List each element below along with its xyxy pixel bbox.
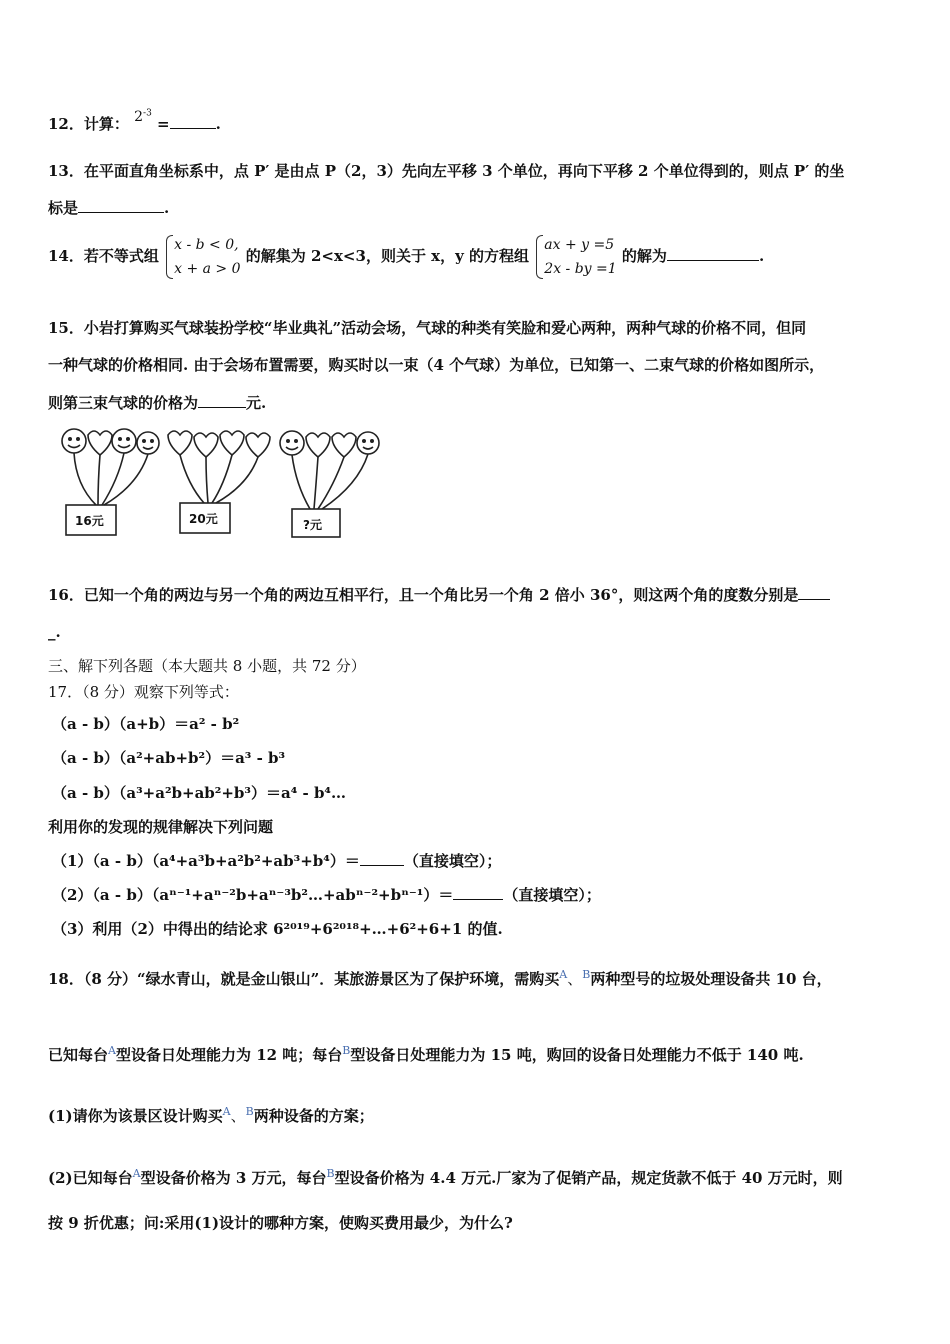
q17-prompt: 利用你的发现的规律解决下列问题 (48, 818, 274, 836)
q17-part2 (52, 885, 601, 905)
q16-answer-blank[interactable] (798, 585, 830, 600)
q17-part1-text: （1）（a - b）（a⁴+a³b+a²b²+ab³+b⁴）＝ (52, 852, 360, 870)
q13-line2-text: 标是 (48, 199, 79, 217)
q12-exponent: -3 (143, 108, 152, 119)
q13-answer-blank[interactable] (78, 198, 164, 213)
q16-line2: _. (48, 623, 61, 641)
q17-part2-text: （2）（a - b）（aⁿ⁻¹+aⁿ⁻²b+aⁿ⁻³b²…+abⁿ⁻²+bⁿ⁻¹）＝ (52, 886, 454, 904)
q18-line1 (48, 965, 832, 989)
q16-line1-text: 16．已知一个角的两边与另一个角的两边互相平行，且一个角比另一个角 2 倍小 36°，则这两个角的度数分别是 (48, 586, 799, 604)
q18-line5: 按 9 折优惠；问:采用(1)设计的哪种方案，使购买费用最少，为什么? (48, 1214, 513, 1232)
q17-part1 (52, 851, 501, 871)
q12-expr (134, 109, 152, 125)
q18-line4a: (2)已知每台 (48, 1169, 133, 1187)
q18-line4-label-a: A (132, 1167, 141, 1180)
q15-answer-blank[interactable] (198, 393, 246, 408)
q12-end: . (215, 115, 221, 133)
question-14 (48, 233, 764, 281)
q17-eq-a: （a - b）（a+b）＝a² - b² (52, 715, 240, 733)
balloon-bunch-2 (168, 431, 270, 533)
q18-line2 (48, 1041, 804, 1065)
price-label-2: 20元 (189, 512, 218, 526)
q13-end: . (164, 199, 170, 217)
q18-line3-sep: 、 (230, 1107, 246, 1125)
section-3-heading: 三、解下列各题（本大题共 8 小题，共 72 分） (48, 657, 366, 675)
q18-label-b: B (582, 968, 591, 981)
q15-end: 元. (246, 394, 267, 412)
q12-text: 12．计算： (48, 115, 129, 133)
price-label-3: ?元 (303, 518, 322, 532)
q18-line2a: 已知每台 (48, 1046, 109, 1064)
question-12 (48, 108, 221, 135)
q15-line1: 15．小岩打算购买气球装扮学校“毕业典礼”活动会场，气球的种类有笑脸和爱心两种，两种气球的价格不同，但同 (48, 319, 807, 337)
q18-line3a: (1)请你为该景区设计购买 (48, 1107, 223, 1125)
q18-line3-label-a: A (222, 1105, 231, 1118)
q15-line3-text: 则第三束气球的价格为 (48, 394, 199, 412)
q12-answer-blank[interactable] (170, 114, 216, 129)
q17-part3: （3）利用（2）中得出的结论求 6²⁰¹⁹+6²⁰¹⁸+…+6²+6+1 的值. (52, 920, 503, 938)
q17-part1-end: （直接填空）； (403, 852, 502, 870)
q18-line4c: 型设备价格为 4.4 万元.厂家为了促销产品，规定货款不低于 40 万元时，则 (334, 1169, 843, 1187)
q15-line2: 一种气球的价格相同. 由于会场布置需要，购买时以一束（4 个气球）为单位，已知第一、二束气球的价格如图所示， (48, 356, 825, 374)
q17-eq-b: （a - b）（a²+ab+b²）＝a³ - b³ (52, 749, 286, 767)
q13-line1: 13．在平面直角坐标系中，点 P′ 是由点 P（2，3）先向左平移 3 个单位，再向下平移 2 个单位得到的，则点 P′ 的坐 (48, 162, 845, 180)
q14-ineq1: x - b < 0, (174, 237, 239, 253)
q18-line2-label-a: A (108, 1044, 116, 1057)
q18-line2-label-b: B (342, 1044, 351, 1057)
q17-part2-end: （直接填空）； (503, 886, 601, 904)
q17-part2-blank[interactable] (453, 885, 503, 900)
q14-answer-blank[interactable] (667, 246, 759, 261)
q16-line1 (48, 585, 830, 605)
q14-mid: 的解集为 2<x<3，则关于 x，y 的方程组 (245, 247, 530, 265)
q18-line3 (48, 1102, 374, 1126)
q13-line2 (48, 198, 169, 218)
q18-line2c: 型设备日处理能力为 15 吨，购回的设备日处理能力不低于 140 吨. (350, 1046, 804, 1064)
q18-line1b: 两种型号的垃圾处理设备共 10 台， (590, 970, 832, 988)
q18-line4b: 型设备价格为 3 万元，每台 (140, 1169, 327, 1187)
q14-end: . (758, 247, 765, 265)
q14-eq1: ax + y =5 (544, 237, 615, 253)
q14-post: 的解为 (621, 247, 667, 265)
q18-line1a: 18．（8 分）“绿水青山，就是金山银山”．某旅游景区为了保护环境，需购买 (48, 970, 560, 988)
q14-equation-system (534, 233, 616, 281)
price-label-1: 16元 (75, 514, 104, 528)
q14-pre: 14．若不等式组 (48, 247, 159, 265)
q12-equals: = (157, 115, 170, 133)
q18-line4 (48, 1164, 843, 1188)
q18-label-a: A (559, 968, 568, 981)
q18-line2b: 型设备日处理能力为 12 吨；每台 (115, 1046, 343, 1064)
balloon-figure (58, 425, 388, 540)
q17-head: 17．（8 分）观察下列等式： (48, 683, 239, 701)
q18-sep: 、 (567, 970, 583, 988)
q18-line4-label-b: B (326, 1167, 335, 1180)
q17-eq-c: （a - b）（a³+a²b+ab²+b³）＝a⁴ - b⁴… (52, 784, 347, 802)
q14-inequality-system (164, 233, 240, 281)
q12-base: 2 (134, 109, 144, 125)
q18-line3-label-b: B (245, 1105, 254, 1118)
balloon-bunch-3 (280, 431, 379, 537)
q15-line3 (48, 393, 266, 413)
q14-eq2: 2x - by =1 (544, 261, 617, 277)
q14-ineq2: x + a > 0 (174, 261, 241, 277)
q18-line3b: 两种设备的方案； (253, 1107, 374, 1125)
q17-part1-blank[interactable] (360, 851, 404, 866)
